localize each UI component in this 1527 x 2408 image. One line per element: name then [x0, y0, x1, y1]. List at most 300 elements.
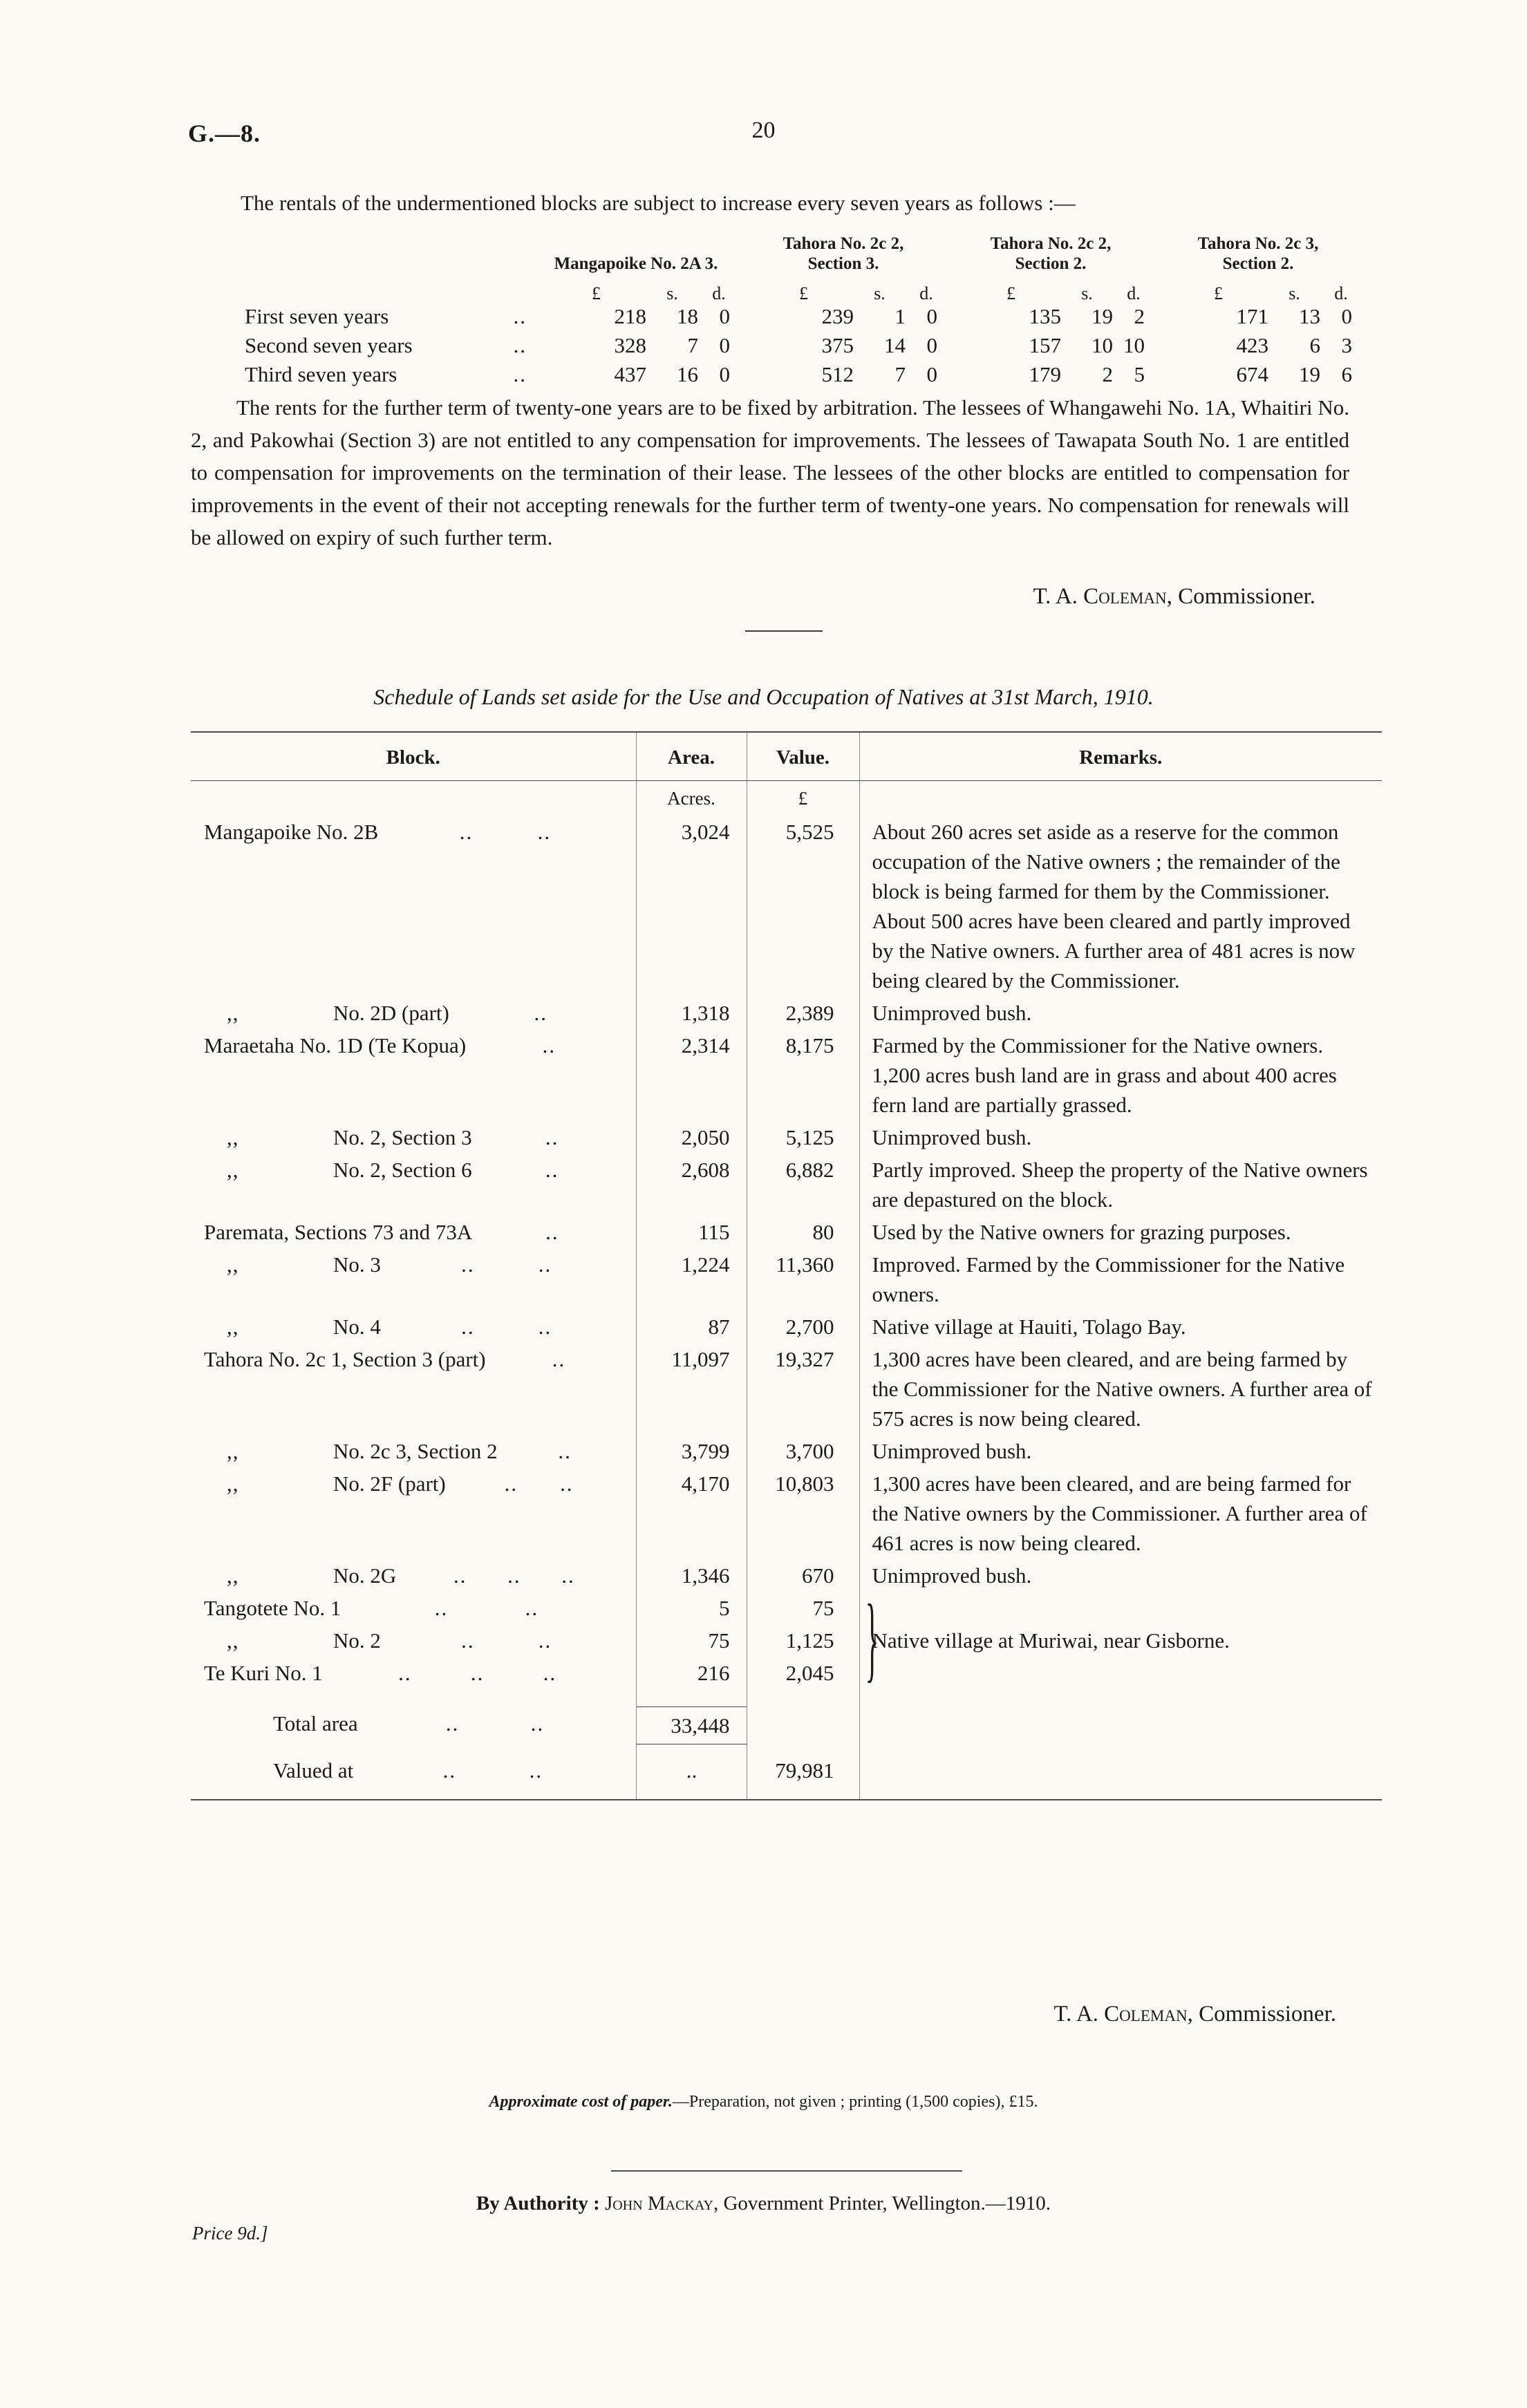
terms-paragraph: The rents for the further term of twenty-one years are to be fixed by arbitration. The lessees of Whangawehi No. 1A, Whaitiri No. 2, and Pakowhai (Section 3) are not entitled to any compensation for improvements. The lessees of Tawapata South No. 1 are entitled to compensation for improvements on the termination of their lease. The lessees of the other blocks are entitled to compensation for improvements in the event of their not accepting renewals for the further term of twenty-one years. No compensation for renewals will be allowed on expiry of such further term.: [191, 395, 1349, 549]
dot-leader: ..: [558, 1439, 572, 1463]
block-name: Te Kuri No. 1: [204, 1661, 323, 1685]
shillings-value: 13: [1299, 304, 1320, 328]
remarks-text: Unimproved bush.: [872, 1439, 1032, 1463]
shillings-header: s.: [666, 283, 678, 303]
area-cell: 2,314: [636, 1028, 747, 1120]
rental-amount-group: [740, 333, 947, 358]
value-cell: 5,525: [747, 815, 859, 996]
block-name: Mangapoike No. 2B: [204, 820, 379, 844]
block-line: [191, 1344, 635, 1374]
signatory-title-2: , Commissioner.: [1187, 2002, 1336, 2026]
pence-header: d.: [919, 283, 933, 303]
area-cell: 115: [636, 1215, 747, 1248]
signatory-prefix-1: T. A.: [1033, 584, 1084, 609]
signature-block-1: [0, 584, 1527, 610]
totals-label: Valued at: [273, 1758, 354, 1783]
pence-value: 0: [719, 333, 730, 357]
pence-header: d.: [1127, 283, 1141, 303]
pounds-value: 171: [1236, 304, 1268, 328]
total-area-value: 33,448: [636, 1706, 747, 1744]
block-line: [191, 1626, 635, 1655]
rental-label-cell: [235, 304, 532, 329]
dot-leaders: [489, 1155, 616, 1185]
block-cell: [191, 1028, 636, 1120]
dot-leaders: [466, 998, 616, 1028]
block-name: No. 2c 3, Section 2: [333, 1439, 498, 1463]
rental-period-label: First seven years: [245, 304, 389, 328]
schedule-heading: Schedule of Lands set aside for the Use and Occupation of Natives at 31st March, 1910.: [373, 684, 1154, 709]
dot-leaders: [370, 1756, 615, 1785]
rental-amount-group: [740, 362, 947, 387]
remarks-cell: [859, 1310, 1382, 1342]
dot-leader: ..: [461, 1315, 475, 1339]
rentals-table: [235, 228, 1362, 391]
pence-value: 0: [926, 333, 937, 357]
spacer-row: [191, 1689, 1382, 1706]
block-line: [191, 1658, 635, 1688]
area-cell: 1,318: [636, 996, 747, 1028]
block-cell: [191, 1342, 636, 1434]
pence-value: 0: [719, 362, 730, 386]
value-cell: 19,327: [747, 1342, 859, 1434]
authority-rest: , Government Printer, Wellington.—1910.: [713, 2192, 1051, 2214]
block-cell: [191, 1120, 636, 1153]
column-header-value: Value.: [747, 732, 859, 781]
rental-amount-group: [947, 362, 1154, 387]
area-cell: 11,097: [636, 1342, 747, 1434]
rental-amount-group: [532, 333, 740, 358]
signatory-title-1: , Commissioner.: [1166, 584, 1315, 609]
price-note: Price 9d.]: [192, 2223, 268, 2244]
schedule-row: [191, 1467, 1382, 1559]
units-remarks-empty: [859, 781, 1382, 816]
dot-leaders: [397, 1626, 616, 1655]
page-number: 20: [751, 117, 776, 143]
remarks-text: Unimproved bush.: [872, 1563, 1032, 1588]
totals-line: [191, 1756, 635, 1785]
area-cell: 2,608: [636, 1153, 747, 1215]
shillings-value: 19: [1092, 304, 1113, 328]
spacer-cell: [859, 1689, 1382, 1706]
rentals-column-header: [1154, 228, 1362, 274]
block-line: [191, 1217, 635, 1247]
spacer-row: [191, 1786, 1382, 1800]
remarks-text: About 260 acres set aside as a reserve for the common occupation of the Native owners ; the remainder of the block is being farmed for them by the Commissioner. About 500 acres have been cleared and partly improved by the Native owners. A further area of 481 acres is now being cleared by the Commissioner.: [872, 820, 1356, 993]
shillings-header: s.: [1289, 283, 1300, 303]
rentals-row: [235, 304, 1362, 333]
schedule-row: [191, 1434, 1382, 1467]
schedule-row: [191, 1215, 1382, 1248]
pounds-header: £: [1214, 283, 1223, 303]
block-line: [191, 1593, 635, 1623]
area-cell: 1,224: [636, 1248, 747, 1310]
spacer-cell: [747, 1786, 859, 1800]
rentals-column-title: Tahora No. 2c 2,: [990, 234, 1112, 253]
dot-leader: ..: [529, 1758, 543, 1783]
remarks-cell: [859, 1028, 1382, 1120]
pence-value: 0: [926, 362, 937, 386]
block-name: Tangotete No. 1: [204, 1596, 341, 1620]
units-area-label: Acres.: [636, 781, 747, 816]
remarks-cell: [859, 1656, 1382, 1689]
dot-leader: ..: [525, 1596, 539, 1620]
rentals-header-spacer: [235, 228, 532, 274]
rental-amount-group: [740, 304, 947, 329]
totals-remarks: [859, 1753, 1382, 1786]
block-line: [191, 1155, 635, 1185]
value-cell: 5,125: [747, 1120, 859, 1153]
remarks-text: Used by the Native owners for grazing purposes.: [872, 1220, 1291, 1244]
block-name: No. 4: [333, 1315, 381, 1339]
pounds-value: 437: [614, 362, 646, 386]
ditto-mark: ,,: [227, 1563, 239, 1588]
schedule-row: [191, 1591, 1382, 1624]
shillings-value: 7: [687, 333, 698, 357]
rentals-column-header: [740, 228, 947, 274]
block-line: [191, 1436, 635, 1466]
spacer-cell: [636, 1744, 747, 1753]
pence-value: 3: [1341, 333, 1352, 357]
dot-leader: ..: [538, 1315, 552, 1339]
block-line: [191, 1250, 635, 1279]
block-cell: [191, 1434, 636, 1467]
dot-leader: ..: [461, 1628, 475, 1653]
rentals-lsd-group: [1154, 283, 1362, 304]
area-cell: 1,346: [636, 1559, 747, 1591]
value-cell: 80: [747, 1215, 859, 1248]
shillings-value: 2: [1102, 362, 1113, 386]
shillings-header: s.: [1081, 283, 1093, 303]
rental-amount-group: [532, 304, 740, 329]
rental-label-cell: [235, 333, 532, 358]
rentals-column-header: [947, 228, 1154, 274]
dot-leader: ..: [445, 1711, 460, 1736]
remarks-cell: [859, 996, 1382, 1028]
pence-value: 5: [1134, 362, 1145, 386]
rentals-column-subtitle: Section 2.: [1015, 254, 1087, 273]
pence-value: 0: [926, 304, 937, 328]
intro-paragraph: The rentals of the undermentioned blocks are subject to increase every seven years as follows :—: [241, 191, 1076, 215]
shillings-value: 18: [677, 304, 698, 328]
dot-leader: ..: [545, 1125, 559, 1149]
block-name: Paremata, Sections 73 and 73A: [204, 1220, 473, 1244]
spacer-cell: [191, 1744, 636, 1753]
block-name: No. 2F (part): [333, 1471, 446, 1496]
block-name: No. 2: [333, 1628, 381, 1653]
dot-leader: ..: [513, 362, 527, 386]
schedule-row: [191, 1656, 1382, 1689]
block-name: No. 3: [333, 1252, 381, 1277]
shillings-value: 6: [1309, 333, 1320, 357]
pence-value: 0: [1341, 304, 1352, 328]
pence-value: 2: [1134, 304, 1145, 328]
spacer-cell: [191, 1786, 636, 1800]
authority-divider: [611, 2170, 962, 2172]
pence-value: 6: [1341, 362, 1352, 386]
dot-leader: ..: [538, 1628, 552, 1653]
dot-leader: ..: [543, 1661, 557, 1685]
dot-leader: ..: [530, 1711, 545, 1736]
rental-amount-group: [1154, 333, 1362, 358]
block-line: [191, 1031, 635, 1060]
value-cell: 10,803: [747, 1467, 859, 1559]
dot-leader: ..: [542, 1033, 556, 1057]
dot-leaders: [503, 1344, 616, 1374]
remarks-text: Unimproved bush.: [872, 1001, 1032, 1025]
rentals-header: [235, 228, 1362, 274]
dot-leader: ..: [545, 1158, 559, 1182]
remarks-text: Improved. Farmed by the Commissioner for the Native owners.: [872, 1252, 1345, 1306]
block-line: [191, 817, 635, 847]
remarks-cell: [859, 1586, 1382, 1692]
schedule-row: [191, 1028, 1382, 1120]
dot-leader: ..: [560, 1471, 574, 1496]
dot-leaders: [375, 1709, 616, 1738]
column-header-remarks: Remarks.: [859, 732, 1382, 781]
pounds-value: 157: [1029, 333, 1061, 357]
rentals-rows: [235, 304, 1362, 391]
spacer-cell: [747, 1689, 859, 1706]
pounds-value: 218: [614, 304, 646, 328]
pounds-header: £: [592, 283, 601, 303]
dot-leader: ..: [545, 1220, 559, 1244]
area-cell: 216: [636, 1656, 747, 1689]
remarks-text: Partly improved. Sheep the property of the Native owners are depastured on the block.: [872, 1158, 1368, 1212]
ditto-mark: ,,: [227, 1315, 239, 1339]
value-cell: 75: [747, 1591, 859, 1624]
spacer-row: [191, 1744, 1382, 1753]
schedule-row: [191, 815, 1382, 996]
authority-line: [0, 2192, 1527, 2215]
dot-leader: ..: [470, 1661, 485, 1685]
signatory-name-2: Coleman: [1104, 2002, 1188, 2026]
units-block-empty: [191, 781, 636, 816]
block-cell: [191, 996, 636, 1028]
pounds-value: 375: [821, 333, 854, 357]
block-name: No. 2, Section 6: [333, 1158, 472, 1182]
block-name: No. 2, Section 3: [333, 1125, 472, 1149]
rentals-column-title: Mangapoike No. 2A 3.: [554, 254, 718, 273]
remarks-cell: [859, 1591, 1382, 1624]
ditto-mark: ,,: [227, 1252, 239, 1277]
schedule-row: [191, 1559, 1382, 1591]
ditto-mark: ,,: [227, 1001, 239, 1025]
total-area-value: ..: [636, 1753, 747, 1786]
totals-line: [191, 1709, 635, 1738]
pounds-value: 674: [1236, 362, 1268, 386]
rental-period-label: Third seven years: [245, 362, 397, 386]
dot-leaders: [397, 1250, 616, 1279]
dot-leaders: [339, 1658, 616, 1688]
totals-row: [191, 1753, 1382, 1786]
remarks-cell: [859, 1248, 1382, 1310]
total-value: 79,981: [747, 1753, 859, 1786]
dot-leader: ..: [504, 1471, 518, 1496]
rental-label-cell: [235, 362, 532, 387]
dot-leader: ..: [534, 1001, 547, 1025]
rentals-lsd-group: [740, 283, 947, 304]
schedule-row: [191, 1248, 1382, 1310]
schedule-row: [191, 996, 1382, 1028]
pence-value: 0: [719, 304, 730, 328]
schedule-row: [191, 1342, 1382, 1434]
block-line: [191, 1312, 635, 1342]
shillings-value: 14: [884, 333, 906, 357]
block-cell: [191, 1215, 636, 1248]
dot-leaders: [462, 1469, 616, 1498]
totals-remarks: [859, 1706, 1382, 1744]
remarks-text: Native village at Hauiti, Tolago Bay.: [872, 1315, 1186, 1339]
pounds-value: 423: [1236, 333, 1268, 357]
dot-leader: ..: [453, 1563, 467, 1588]
block-cell: [191, 1656, 636, 1689]
section-divider: [745, 630, 823, 632]
area-cell: 75: [636, 1624, 747, 1656]
block-cell: [191, 815, 636, 996]
block-line: [191, 1561, 635, 1590]
signatory-prefix-2: T. A.: [1053, 2002, 1105, 2026]
block-cell: [191, 1559, 636, 1591]
rental-amount-group: [947, 304, 1154, 329]
units-value-label: £: [747, 781, 859, 816]
remarks-text: Native village at Muriwai, near Gisborne.: [872, 1628, 1230, 1653]
spacer-cell: [859, 1786, 1382, 1800]
rentals-column-title: Tahora No. 2c 3,: [1197, 234, 1319, 253]
area-cell: 3,024: [636, 815, 747, 996]
cost-note: [0, 2093, 1527, 2111]
rentals-lsd-row: [235, 274, 1362, 304]
totals-label-cell: [191, 1706, 636, 1744]
ditto-mark: ,,: [227, 1439, 239, 1463]
dot-leaders: [489, 1122, 616, 1152]
dot-leaders: [514, 1436, 616, 1466]
block-cell: [191, 1467, 636, 1559]
value-cell: 670: [747, 1559, 859, 1591]
dot-leader: ..: [507, 1563, 521, 1588]
column-header-area: Area.: [636, 732, 747, 781]
shillings-value: 1: [894, 304, 906, 328]
block-cell: [191, 1310, 636, 1342]
block-cell: [191, 1591, 636, 1624]
dot-leaders: [397, 1312, 616, 1342]
rentals-row: [235, 333, 1362, 362]
document-reference: G.—8.: [188, 120, 261, 147]
signatory-name-1: Coleman: [1083, 584, 1167, 609]
block-name: No. 2D (part): [333, 1001, 449, 1025]
spacer-cell: [191, 1689, 636, 1706]
remarks-cell: [859, 1153, 1382, 1215]
signature-block-2: [0, 2002, 1527, 2027]
schedule-body: [191, 815, 1382, 1800]
block-line: [191, 1469, 635, 1498]
remarks-cell: [859, 1342, 1382, 1434]
pounds-value: 135: [1029, 304, 1061, 328]
cost-note-lead: Approximate cost of paper.: [489, 2093, 673, 2111]
area-cell: 4,170: [636, 1467, 747, 1559]
schedule-row: [191, 1310, 1382, 1342]
pounds-value: 512: [821, 362, 854, 386]
pounds-value: 239: [821, 304, 854, 328]
dot-leaders: [395, 817, 615, 847]
rental-amount-group: [1154, 304, 1362, 329]
block-name: Maraetaha No. 1D (Te Kopua): [204, 1033, 467, 1057]
ditto-mark: ,,: [227, 1628, 239, 1653]
spacer-cell: [859, 1744, 1382, 1753]
remarks-text: Farmed by the Commissioner for the Native owners. 1,200 acres bush land are in grass and about 400 acres fern land are partially grassed.: [872, 1033, 1337, 1117]
pounds-value: 179: [1029, 362, 1061, 386]
remarks-cell: [859, 1215, 1382, 1248]
pence-header: d.: [712, 283, 726, 303]
rentals-lsd-group: [532, 283, 740, 304]
value-cell: 8,175: [747, 1028, 859, 1120]
dot-leader: ..: [552, 1347, 566, 1371]
value-cell: 6,882: [747, 1153, 859, 1215]
totals-row: [191, 1706, 1382, 1744]
pounds-value: 328: [614, 333, 646, 357]
area-cell: 3,799: [636, 1434, 747, 1467]
remarks-text: 1,300 acres have been cleared, and are being farmed for the Native owners by the Commissioner. A further area of 461 acres is now being cleared.: [872, 1471, 1367, 1555]
shillings-value: 7: [894, 362, 906, 386]
schedule-table: [191, 731, 1382, 1800]
schedule-row: [191, 1120, 1382, 1153]
value-cell: 2,700: [747, 1310, 859, 1342]
dot-leader: ..: [459, 820, 474, 844]
block-line: [191, 998, 635, 1028]
dot-leader: ..: [442, 1758, 457, 1783]
dot-leader: ..: [561, 1563, 575, 1588]
schedule-row: [191, 1153, 1382, 1215]
block-cell: [191, 1248, 636, 1310]
brace-mark: }: [865, 1586, 879, 1692]
dot-leader: ..: [461, 1252, 475, 1277]
authority-prefix: By Authority :: [476, 2192, 600, 2214]
rentals-column-subtitle: Section 3.: [807, 254, 879, 273]
remarks-cell: [859, 1559, 1382, 1591]
rental-amount-group: [947, 333, 1154, 358]
rental-amount-group: [1154, 362, 1362, 387]
shillings-value: 16: [677, 362, 698, 386]
value-cell: 2,389: [747, 996, 859, 1028]
ditto-mark: ,,: [227, 1471, 239, 1496]
rental-period-label: Second seven years: [245, 333, 413, 357]
area-cell: 2,050: [636, 1120, 747, 1153]
totals-label: Total area: [273, 1711, 358, 1736]
dot-leader: ..: [537, 820, 552, 844]
schedule-row: [191, 1624, 1382, 1656]
dot-leader: ..: [434, 1596, 449, 1620]
rental-amount-group: [532, 362, 740, 387]
remarks-text: Unimproved bush.: [872, 1125, 1032, 1149]
remarks-cell: [859, 815, 1382, 996]
dot-leaders: [483, 1031, 615, 1060]
spacer-cell: [636, 1689, 747, 1706]
remarks-cell: [859, 1434, 1382, 1467]
column-header-block: Block.: [191, 732, 636, 781]
pounds-header: £: [799, 283, 808, 303]
shillings-header: s.: [874, 283, 886, 303]
shillings-value: 10: [1092, 333, 1113, 357]
total-value: [747, 1706, 859, 1744]
pence-value: 10: [1123, 333, 1145, 357]
ditto-mark: ,,: [227, 1158, 239, 1182]
pounds-header: £: [1006, 283, 1015, 303]
dot-leader: ..: [513, 333, 527, 357]
spacer-cell: [636, 1786, 747, 1800]
area-cell: 87: [636, 1310, 747, 1342]
value-cell: 11,360: [747, 1248, 859, 1310]
remarks-cell: [859, 1467, 1382, 1559]
block-cell: [191, 1624, 636, 1656]
